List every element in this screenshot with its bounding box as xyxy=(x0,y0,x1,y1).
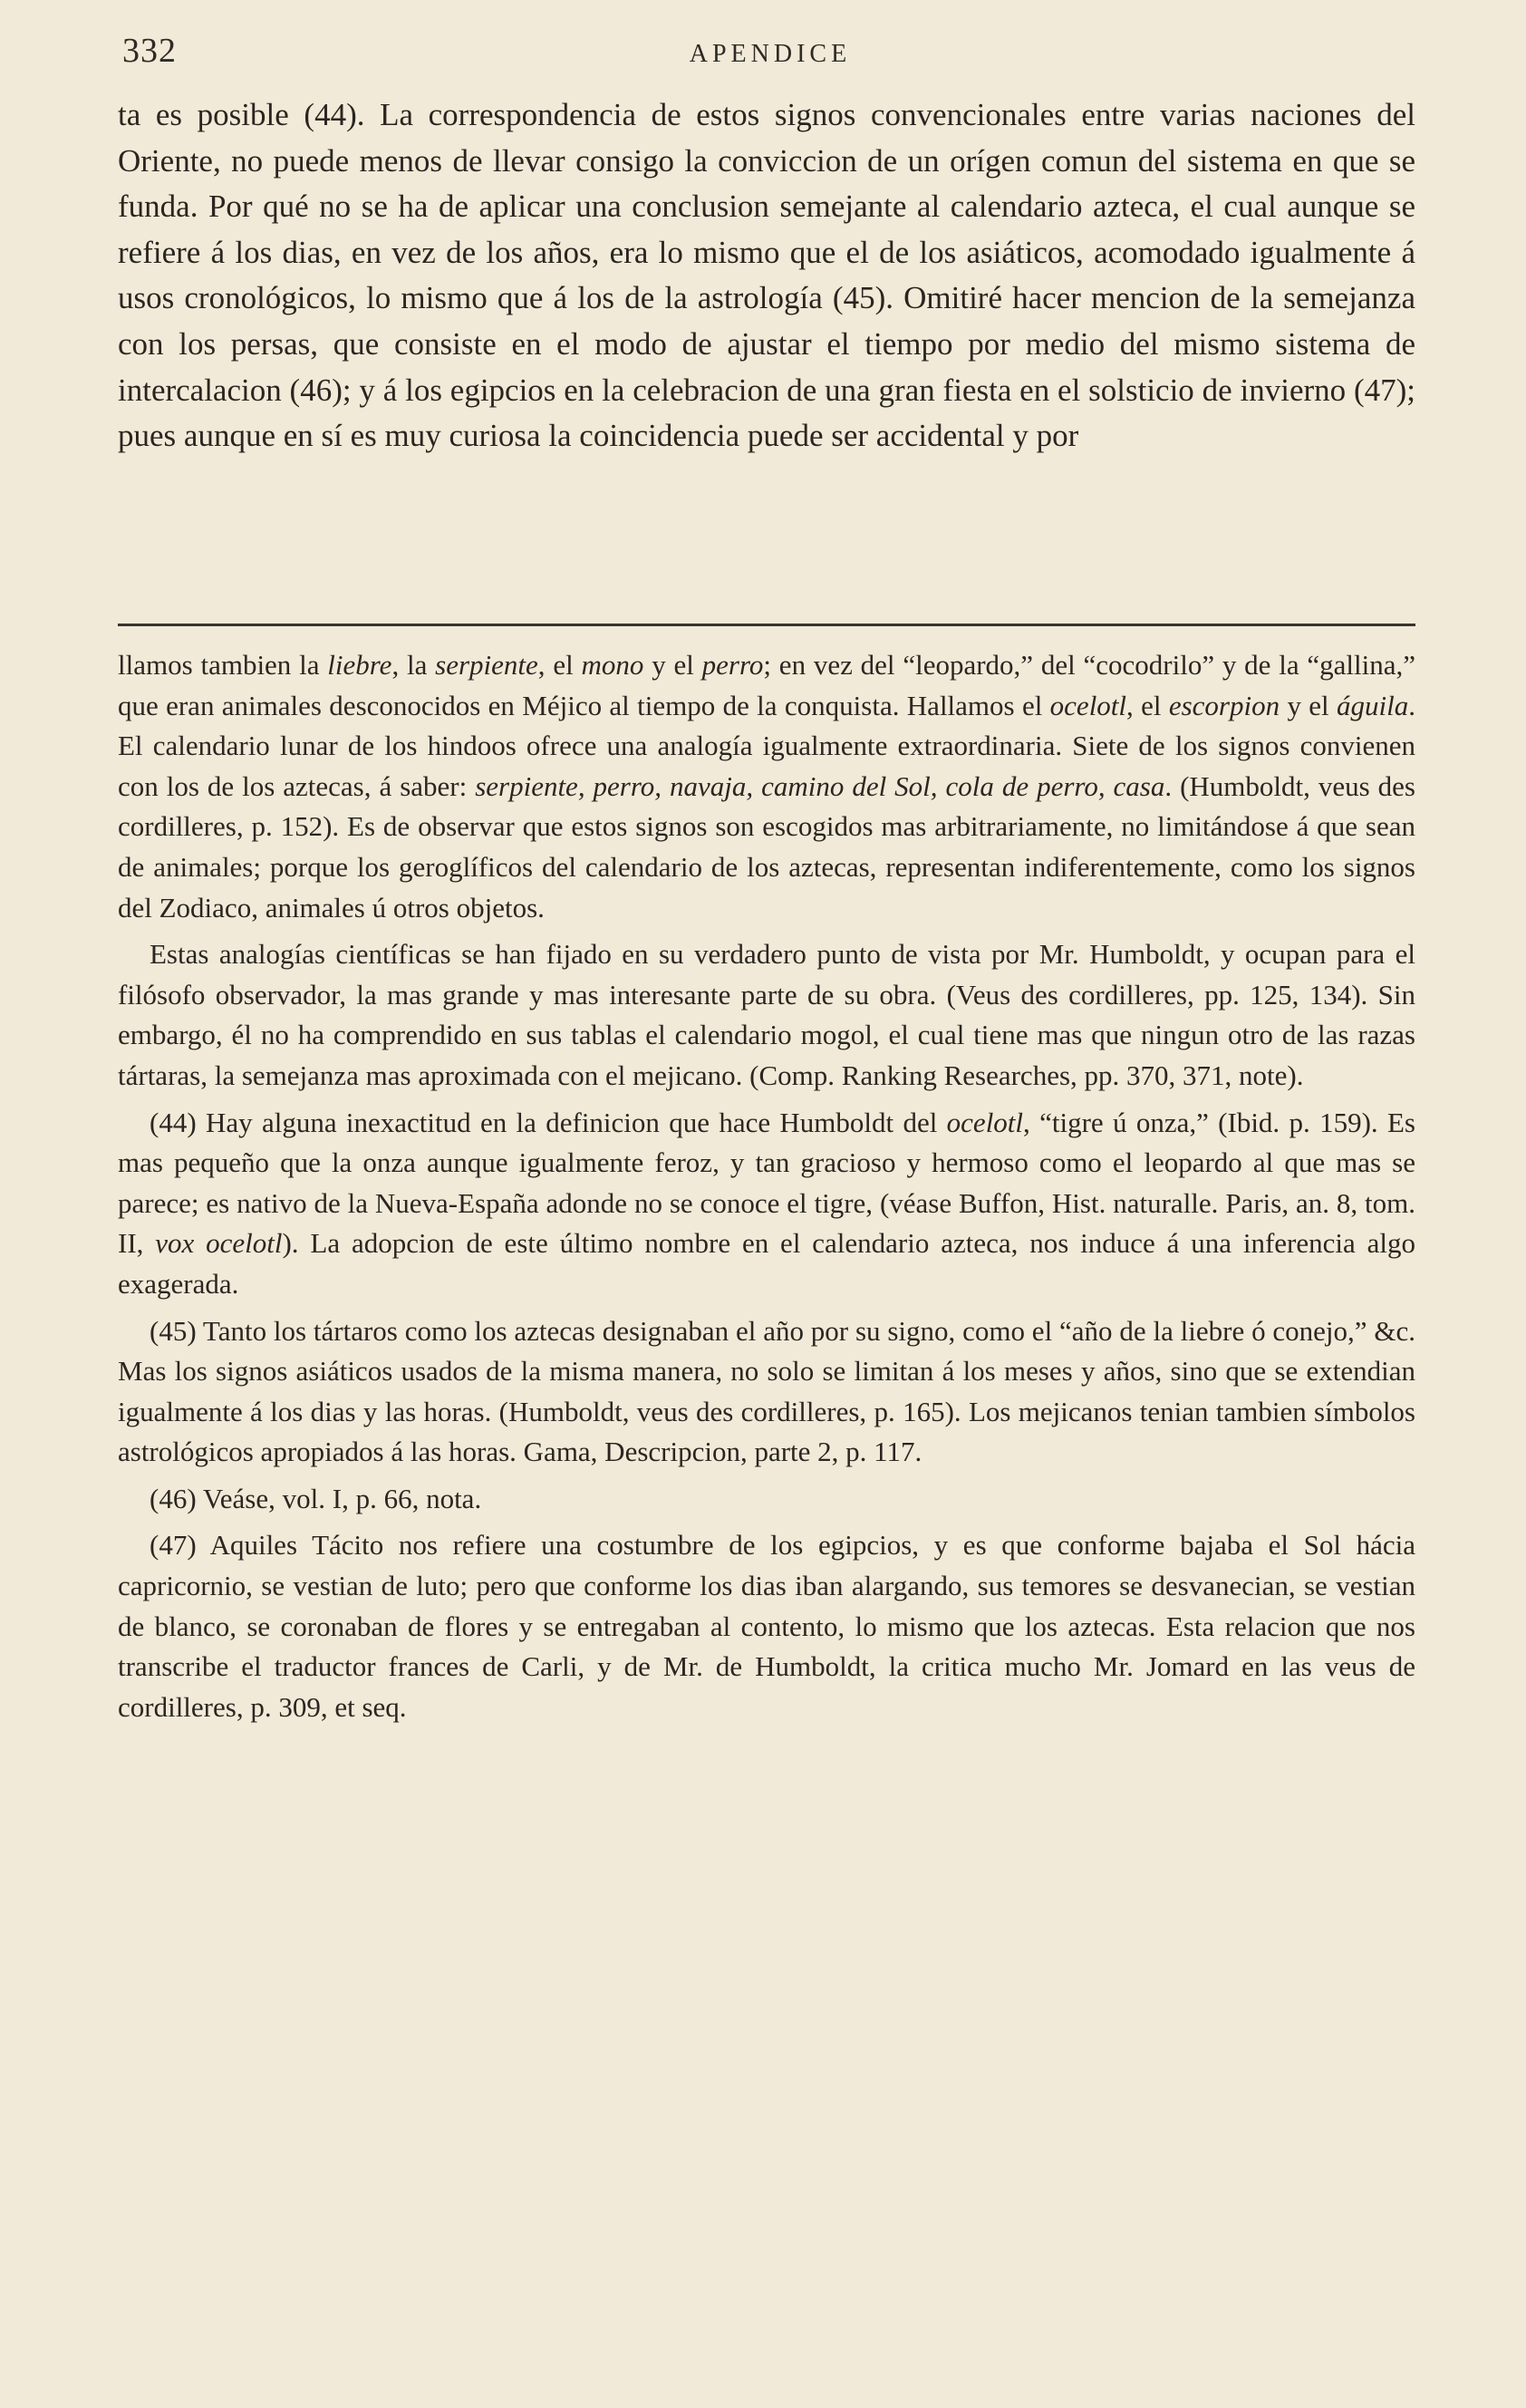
page-header xyxy=(122,27,1418,82)
main-text xyxy=(118,92,1415,459)
footnotes xyxy=(118,645,1415,1734)
page-number: 332 xyxy=(122,32,177,70)
footnote-45: (45) Tanto los tártaros como los aztecas designaban el año por su signo, como el “año de la liebre ó conejo,” &c. Mas los signos asiáticos usados de la misma manera, no solo se limitan á los meses y años, sino que se extendian igualmente á los dias y las horas. (Humboldt, veus des cordilleres, p. 165). Los mejicanos tenian tambien símbolos astrológicos apropiados á las horas. Gama, Descripcion, parte 2, p. 117. xyxy=(118,1314,1415,1468)
running-head: APENDICE xyxy=(689,40,852,68)
footnote-separator-rule xyxy=(118,624,1415,626)
footnote-46: (46) Veáse, vol. I, p. 66, nota. xyxy=(150,1482,482,1514)
footnote-analogies: Estas analogías científicas se han fijado en su verdadero punto de vista por Mr. Humboldt, y ocupan para el filósofo observador, la mas grande y mas interesante parte de su obra. (Veus des cordilleres, pp. 125, 134). Sin embargo, él no ha comprendido en sus tablas el calendario mogol, el cual tiene mas que ningun otro de las razas tártaras, la semejanza mas aproximada con el mejicano. (Comp. Ranking Researches, pp. 370, 371, note). xyxy=(118,938,1415,1091)
footnote-continued: llamos tambien la liebre, la serpiente, el mono y el perro; en vez del “leopardo,” del “cocodrilo” y de la “gallina,” que eran animales desconocidos en Méjico al tiempo de la conquista. Hallamos el ocelotl, el escorpion y el águila. El calendario lunar de los hindoos ofrece una analogía igualmente extraordinaria. Siete de los signos convienen con los de los aztecas, á saber: serpiente, perro, navaja, camino del Sol, cola de perro, casa. (Humboldt, veus des cordilleres, p. 152). Es de observar que estos signos son escogidos mas arbitrariamente, no limitándose á que sean de animales; porque los geroglíficos del calendario de los aztecas, representan indiferentemente, como los signos del Zodiaco, animales ú otros objetos. xyxy=(118,649,1416,924)
footnote-44: (44) Hay alguna inexactitud en la definicion que hace Humboldt del ocelotl, “tigre ú onza,” (Ibid. p. 159). Es mas pequeño que la onza aunque igualmente feroz, y tan gracioso y hermoso como el leopardo al que mas se parece; es nativo de la Nueva-España adonde no se conoce el tigre, (véase Buffon, Hist. naturalle. Paris, an. 8, tom. II, vox ocelotl). La adopcion de este último nombre en el calendario azteca, nos induce á una inferencia algo exagerada. xyxy=(118,1106,1415,1300)
footnote-47: (47) Aquiles Tácito nos refiere una costumbre de los egipcios, y es que conforme bajaba el Sol hácia capricornio, se vestian de luto; pero que conforme los dias iban alargando, sus temores se desvanecian, se vestian de blanco, se coronaban de flores y se entregaban al contento, lo mismo que los aztecas. Esta relacion que nos transcribe el traductor frances de Carli, y de Mr. de Humboldt, la critica mucho Mr. Jomard en las veus de cordilleres, p. 309, et seq. xyxy=(118,1529,1415,1723)
main-paragraph: ta es posible (44). La correspondencia de estos signos convencionales entre varias naciones del Oriente, no puede menos de llevar consigo la conviccion de un orígen comun del sistema en que se funda. Por qué no se ha de aplicar una conclusion semejante al calendario azteca, el cual aunque se refiere á los dias, en vez de los años, era lo mismo que el de los asiáticos, acomodado igualmente á usos cronológicos, lo mismo que á los de la astrología (45). Omitiré hacer mencion de la semejanza con los persas, que consiste en el modo de ajustar el tiempo por medio del mismo sistema de intercalacion (46); y á los egipcios en la celebracion de una gran fiesta en el solsticio de invierno (47); pues aunque en sí es muy curiosa la coincidencia puede ser accidental y por xyxy=(118,97,1415,454)
